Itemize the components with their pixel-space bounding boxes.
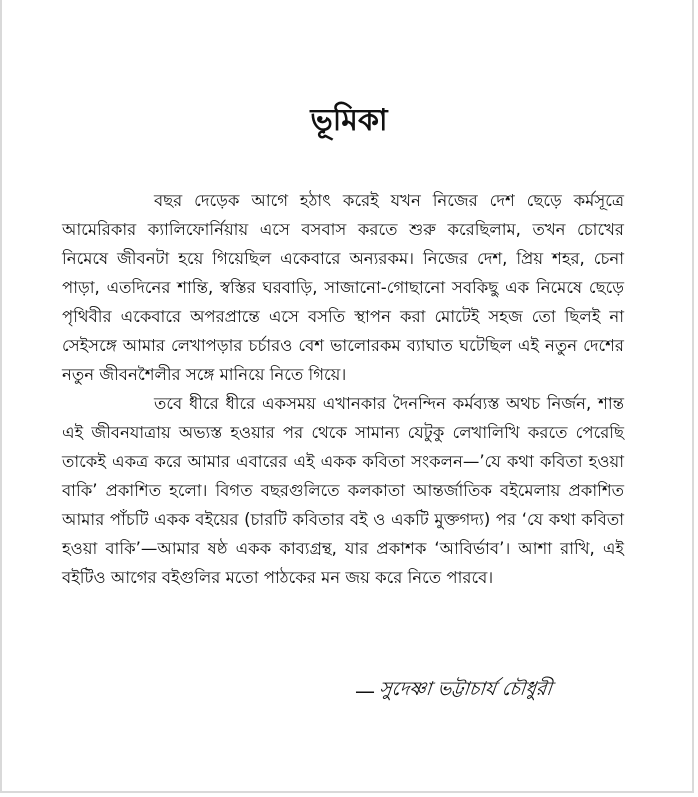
author-signature: [355, 666, 595, 716]
page-title: ভূমিকা: [310, 103, 388, 138]
signature-dash: —: [355, 679, 375, 703]
paragraph-1: বছর দেড়েক আগে হঠাৎ করেই যখন নিজের দেশ ছেড়ে কর্মসূত্রে আমেরিকার ক্যালিফোর্নিয়ায় এসে বসবাস করতে শুরু করেছিলাম, তখন চোখের নিমেষে জীবনটা হয়ে গিয়েছিল একেবারে অন্যরকম। নিজের দেশ, প্রিয় শহর, চেনা পাড়া, এতদিনের শান্তি, স্বস্তির ঘরবাড়ি, সাজানো-গোছানো সবকিছু এক নিমেষে ছেড়ে পৃথিবীর একেবারে অপরপ্রান্তে এসে বসতি স্থাপন করা মোটেই সহজ তো ছিলই না সেইসঙ্গে আমার লেখাপড়ার চর্চারও বেশ ভালোরকম ব্যাঘাত ঘটেছিল এই নতুন দেশের নতুন জীবনশৈলীর সঙ্গে মানিয়ে নিতে গিয়ে।: [62, 191, 624, 384]
preface-body: [62, 186, 624, 592]
signature-name: সুদেষ্ণা ভট্টাচার্য চৌধুরী: [378, 678, 553, 700]
paragraph-2: তবে ধীরে ধীরে একসময় এখানকার দৈনন্দিন কর্মব্যস্ত অথচ নির্জন, শান্ত এই জীবনযাত্রায় অভ্যস্ত হওয়ার পর থেকে সামান্য যেটুকু লেখালিখি করতে পেরেছি তাকেই একত্র করে আমার এবারের এই একক কবিতা সংকলন—’যে কথা কবিতা হওয়া বাকি’ প্রকাশিত হলো। বিগত বছরগুলিতে কলকাতা আন্তর্জাতিক বইমেলায় প্রকাশিত আমার পাঁচটি একক বইয়ের (চারটি কবিতার বই ও একটি মুক্তগদ্য) পর ‘যে কথা কবিতা হওয়া বাকি’—আমার ষষ্ঠ একক কাব্যগ্রন্থ, যার প্রকাশক ‘আবির্ভাব’। আশা রাখি, এই বইটিও আগের বইগুলির মতো পাঠকের মন জয় করে নিতে পারবে।: [62, 394, 624, 587]
